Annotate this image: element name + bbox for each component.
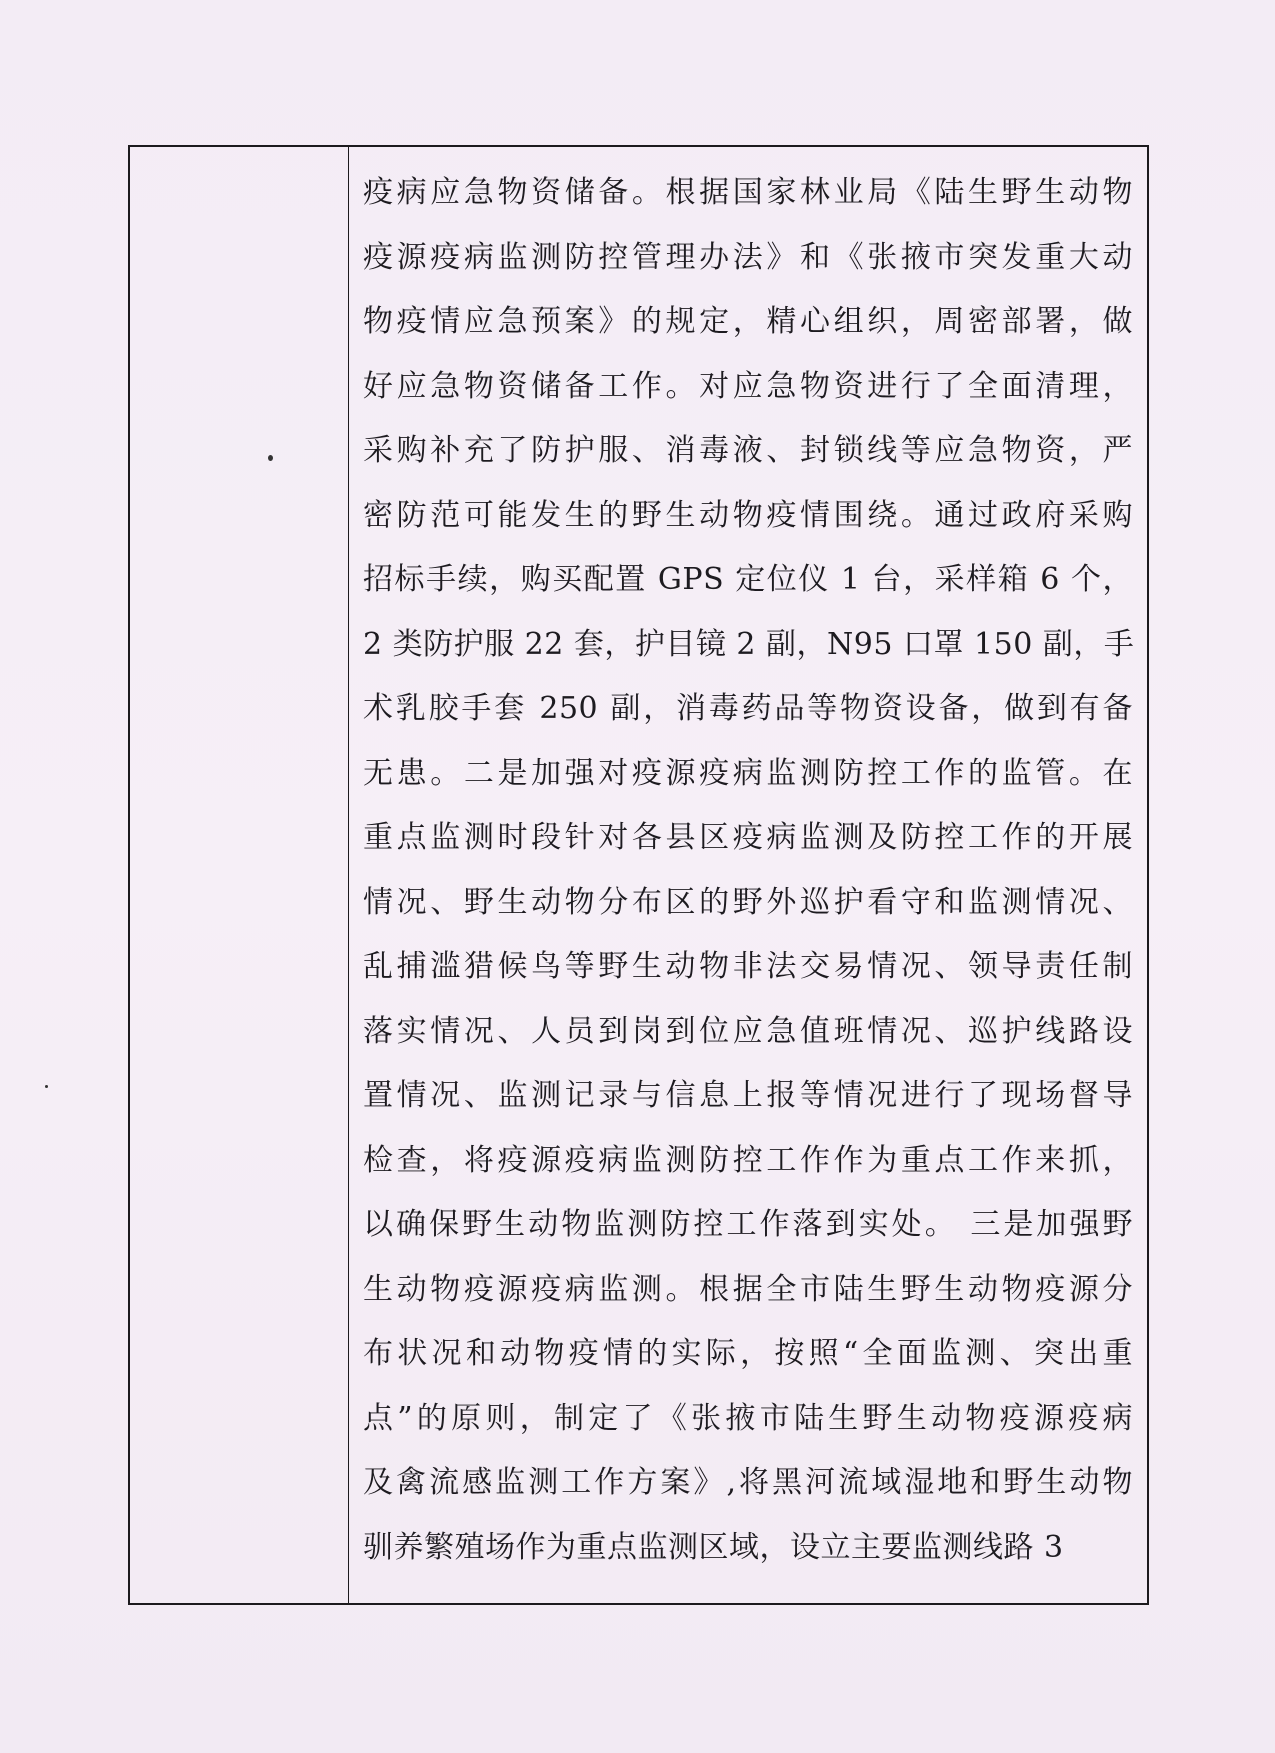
text-line: 密防范可能发生的野生动物疫情围绕。通过政府采购 xyxy=(363,497,1133,533)
text-line: 落实情况、人员到岗到位应急值班情况、巡护线路设 xyxy=(363,1013,1133,1049)
text-line: 点”的原则，制定了《张掖市陆生野生动物疫源疫病 xyxy=(363,1400,1133,1436)
text-line: 术乳胶手套 250 副，消毒药品等物资设备，做到有备 xyxy=(363,691,1133,726)
text-line: 物疫情应急预案》的规定，精心组织，周密部署，做 xyxy=(363,304,1133,339)
scan-speck xyxy=(45,1085,48,1088)
text-line: 无患。二是加强对疫源疫病监测防控工作的监管。在 xyxy=(363,755,1133,791)
text-line: 采购补充了防护服、消毒液、封锁线等应急物资，严 xyxy=(363,433,1133,468)
scan-speck xyxy=(268,455,273,461)
text-line: 招标手续，购买配置 GPS 定位仪 1 台，采样箱 6 个， xyxy=(363,562,1133,597)
text-line: 2 类防护服 22 套，护目镜 2 副，N95 口罩 150 副，手 xyxy=(363,626,1135,662)
text-line: 重点监测时段针对各县区疫病监测及防控工作的开展 xyxy=(363,820,1133,855)
text-line: 以确保野生动物监测防控工作落到实处。 三是加强野 xyxy=(363,1207,1133,1242)
text-line: 布状况和动物疫情的实际，按照“全面监测、突出重 xyxy=(363,1336,1133,1371)
text-line: 检查，将疫源疫病监测防控工作作为重点工作来抓， xyxy=(363,1142,1133,1178)
text-line: 疫病应急物资储备。根据国家林业局《陆生野生动物 xyxy=(363,175,1133,210)
text-line: 及禽流感监测工作方案》,将黑河流域湿地和野生动物 xyxy=(363,1465,1133,1500)
table-left-cell xyxy=(130,147,349,1603)
text-line: 生动物疫源疫病监测。根据全市陆生野生动物疫源分 xyxy=(363,1271,1133,1307)
text-line: 置情况、监测记录与信息上报等情况进行了现场督导 xyxy=(363,1078,1133,1113)
table-content-cell xyxy=(349,147,1147,1603)
text-line: 疫源疫病监测防控管理办法》和《张掖市突发重大动 xyxy=(363,239,1133,275)
text-line: 情况、野生动物分布区的野外巡护看守和监测情况、 xyxy=(363,884,1133,920)
text-line: 驯养繁殖场作为重点监测区域，设立主要监测线路 3 xyxy=(363,1529,1064,1565)
text-line: 好应急物资储备工作。对应急物资进行了全面清理， xyxy=(363,368,1133,404)
text-line: 乱捕滥猎候鸟等野生动物非法交易情况、领导责任制 xyxy=(363,949,1133,984)
table-frame xyxy=(128,145,1149,1605)
